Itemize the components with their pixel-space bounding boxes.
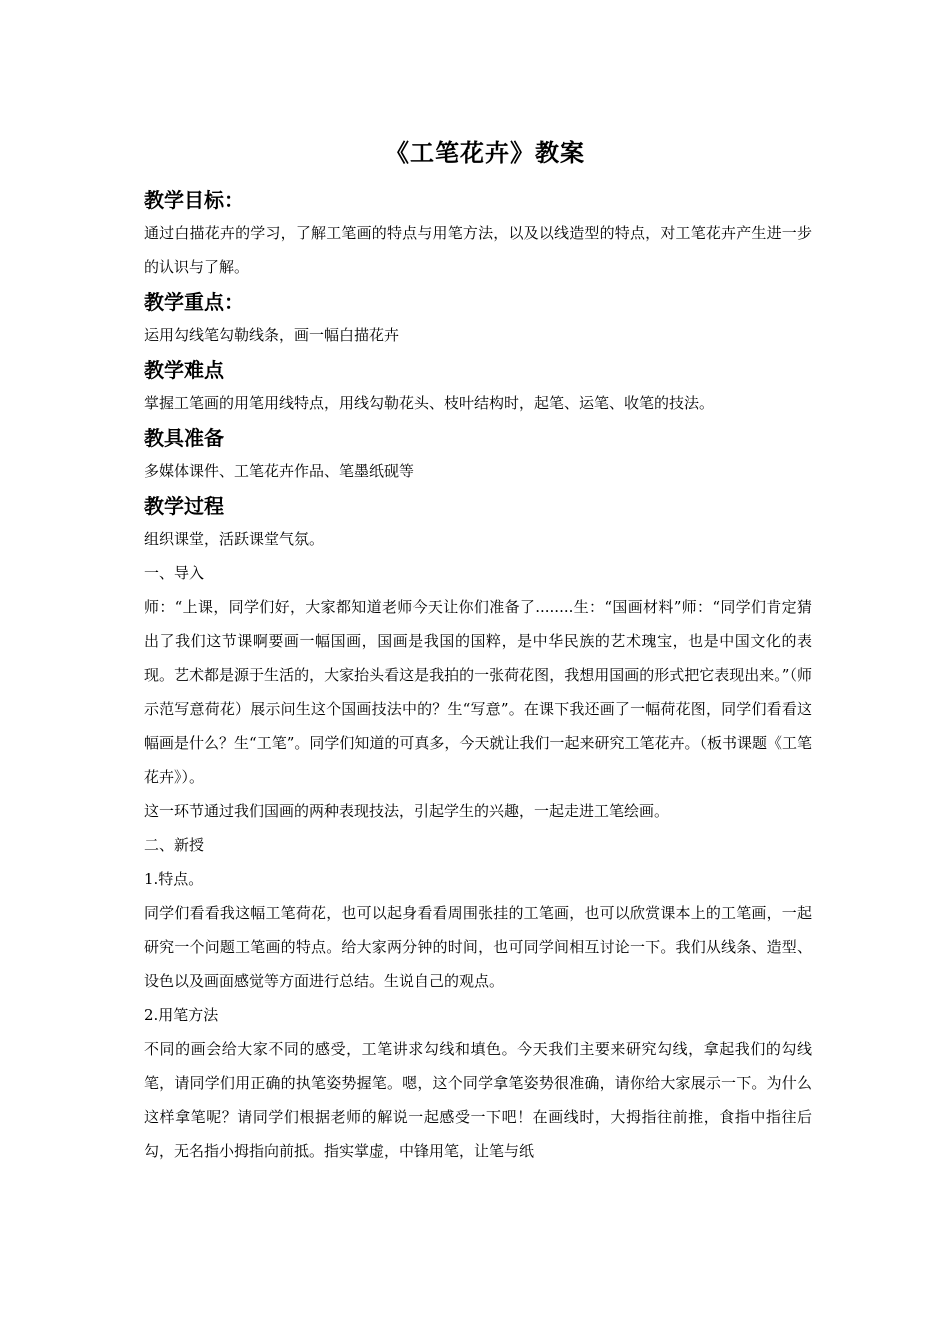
process-paragraph: 同学们看看我这幅工笔荷花，也可以起身看看周围张挂的工笔画，也可以欣赏课本上的工笔画，一起研究一个问题工笔画的特点。给大家两分钟的时间，也可同学间相互讨论一下。我们从线条、造型、设色以及画面感觉等方面进行总结。生说自己的观点。: [144, 904, 812, 990]
process-paragraph: 不同的画会给大家不同的感受，工笔讲求勾线和填色。今天我们主要来研究勾线，拿起我们的勾线笔，请同学们用正确的执笔姿势握笔。嗯，这个同学拿笔姿势很准确，请你给大家展示一下。为什么这样拿笔呢？请同学们根据老师的解说一起感受一下吧！在画线时，大拇指往前推，食指中指往后勾，无名指小拇指向前抵。指实掌虚，中锋用笔，让笔与纸: [144, 1040, 812, 1160]
process-paragraph: 一、导入: [144, 564, 205, 582]
process-heading: 教学过程: [144, 494, 224, 518]
process-paragraph: 1.特点。: [144, 870, 204, 888]
tools-heading: 教具准备: [144, 426, 224, 450]
process-paragraph: 2.用笔方法: [144, 1006, 219, 1024]
key-text: 运用勾线笔勾勒线条，画一幅白描花卉: [144, 326, 400, 344]
tools-text: 多媒体课件、工笔花卉作品、笔墨纸砚等: [144, 462, 415, 480]
process-paragraph: 这一环节通过我们国画的两种表现技法，引起学生的兴趣，一起走进工笔绘画。: [144, 802, 670, 820]
key-heading: 教学重点：: [144, 290, 244, 314]
document-body: [144, 184, 812, 1168]
goal-heading: 教学目标：: [144, 188, 244, 212]
goal-text: 通过白描花卉的学习，了解工笔画的特点与用笔方法，以及以线造型的特点，对工笔花卉产生进一步的认识与了解。: [144, 224, 812, 276]
difficulty-heading: 教学难点: [144, 358, 224, 382]
difficulty-text: 掌握工笔画的用笔用线特点，用线勾勒花头、枝叶结构时，起笔、运笔、收笔的技法。: [144, 394, 715, 412]
process-paragraph: 师：“上课，同学们好，大家都知道老师今天让你们准备了........生：“国画材料”师：“同学们肯定猜出了我们这节课啊要画一幅国画，国画是我国的国粹，是中华民族的艺术瑰宝，也是中国文化的表现。艺术都是源于生活的，大家抬头看这是我拍的一张荷花图，我想用国画的形式把它表现出来。”（师示范写意荷花）展示问生这个国画技法中的？生“写意”。在课下我还画了一幅荷花图，同学们看看这幅画是什么？生“工笔”。同学们知道的可真多，今天就让我们一起来研究工笔花卉。（板书课题《工笔花卉》）。: [144, 598, 812, 786]
document-title: 《工笔花卉》教案: [385, 139, 585, 167]
process-paragraph: 组织课堂，活跃课堂气氛。: [144, 530, 325, 548]
process-paragraph: 二、新授: [144, 836, 205, 854]
